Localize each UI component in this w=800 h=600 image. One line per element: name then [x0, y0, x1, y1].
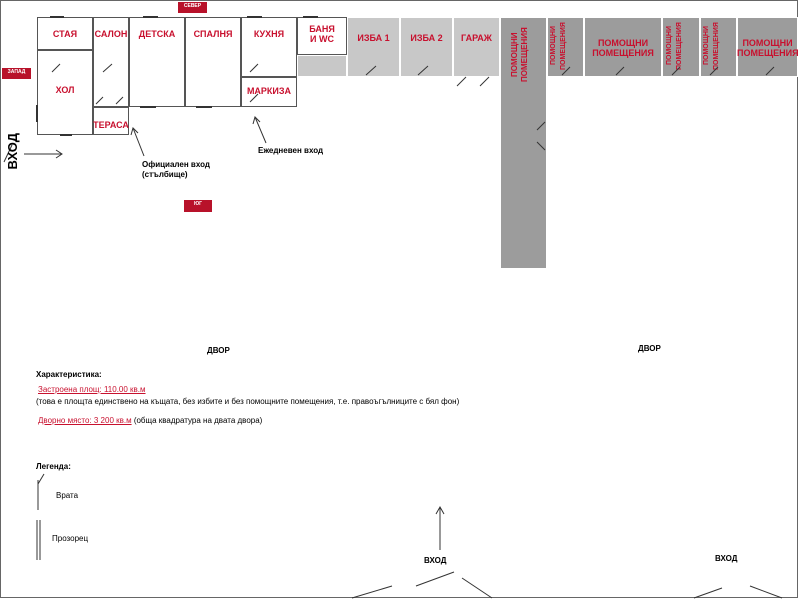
north-badge: СЕВЕР [178, 2, 207, 13]
door-symbol [537, 122, 545, 130]
info-built-area-note: (това е площта единствено на къщата, без избите и без помощните помещения, т.е. правоъгълниците с бял фон) [36, 397, 460, 406]
door-symbol [250, 64, 258, 72]
info-yard-area-line [38, 416, 262, 426]
room-aux-tall-label: ПОМОЩНИ ПОМЕЩЕНИЯ [510, 27, 529, 83]
door-symbol [103, 64, 112, 72]
room-staya-label: СТАЯ [52, 29, 78, 39]
door-symbol [250, 94, 258, 102]
room-markiza-label: МАРКИЗА [246, 86, 292, 96]
yard-right-label: ДВОР [638, 344, 661, 353]
door-symbol [537, 142, 545, 150]
door-symbol [418, 66, 428, 75]
entry-west-label: ВХОД [5, 133, 20, 170]
info-yard-area: Дворно място: 3 200 кв.м [38, 416, 132, 425]
room-garazh-label: ГАРАЖ [461, 33, 492, 43]
room-aux-narrow2-label: ПОМОЩНИ ПОМЕЩЕНИЯ [666, 22, 683, 70]
room-aux-wide1-label: ПОМОЩНИ ПОМЕЩЕНИЯ [592, 38, 654, 58]
door-symbol [52, 64, 60, 72]
legend-title: Легенда: [36, 462, 71, 471]
room-kuhnya-label: КУХНЯ [253, 29, 285, 39]
door-symbol [480, 77, 489, 86]
room-banya-label: БАНЯ И WC [309, 24, 335, 44]
info-heading: Характеристика: [36, 370, 102, 379]
legend-door-label: Врата [56, 491, 79, 500]
door-symbol [96, 97, 103, 104]
room-detska-label: ДЕТСКА [138, 29, 176, 39]
door-symbol [366, 66, 376, 75]
room-izba1-label: ИЗБА 1 [357, 33, 390, 43]
south-badge: ЮГ [184, 200, 212, 212]
room-aux-narrow1-label: ПОМОЩНИ ПОМЕЩЕНИЯ [550, 22, 567, 70]
door-symbol [616, 67, 624, 75]
info-built-area-line [38, 385, 146, 395]
west-badge: ЗАПАД [2, 68, 31, 79]
door-symbol [710, 67, 718, 75]
room-terasa-label: ТЕРАСА [93, 120, 129, 130]
info-built-area: Застроена площ: 110.00 кв.м [38, 385, 146, 394]
info-yard-area-note: (обща квадратура на двата двора) [131, 416, 263, 425]
door-symbol [116, 97, 123, 104]
room-spalnya-label: СПАЛНЯ [193, 29, 233, 39]
door-symbol [766, 67, 774, 75]
room-salon-label: САЛОН [94, 29, 128, 39]
legend-window-label: Прозорец [52, 534, 89, 543]
room-aux-narrow3-label: ПОМОЩНИ ПОМЕЩЕНИЯ [703, 22, 720, 70]
door-symbol [672, 67, 680, 75]
room-hol-label: ХОЛ [55, 85, 75, 95]
entry-bottom1-label: ВХОД [424, 556, 447, 565]
room-izba2-label: ИЗБА 2 [410, 33, 443, 43]
yard-left-label: ДВОР [207, 346, 230, 355]
door-symbol [562, 67, 570, 75]
room-aux-wide2-label: ПОМОЩНИ ПОМЕЩЕНИЯ [737, 38, 799, 58]
daily-entry-label: Ежедневен вход [258, 146, 324, 155]
entry-bottom2-label: ВХОД [715, 554, 738, 563]
official-entry-label: Официален вход (стълбище) [142, 160, 210, 179]
door-symbol [457, 77, 466, 86]
